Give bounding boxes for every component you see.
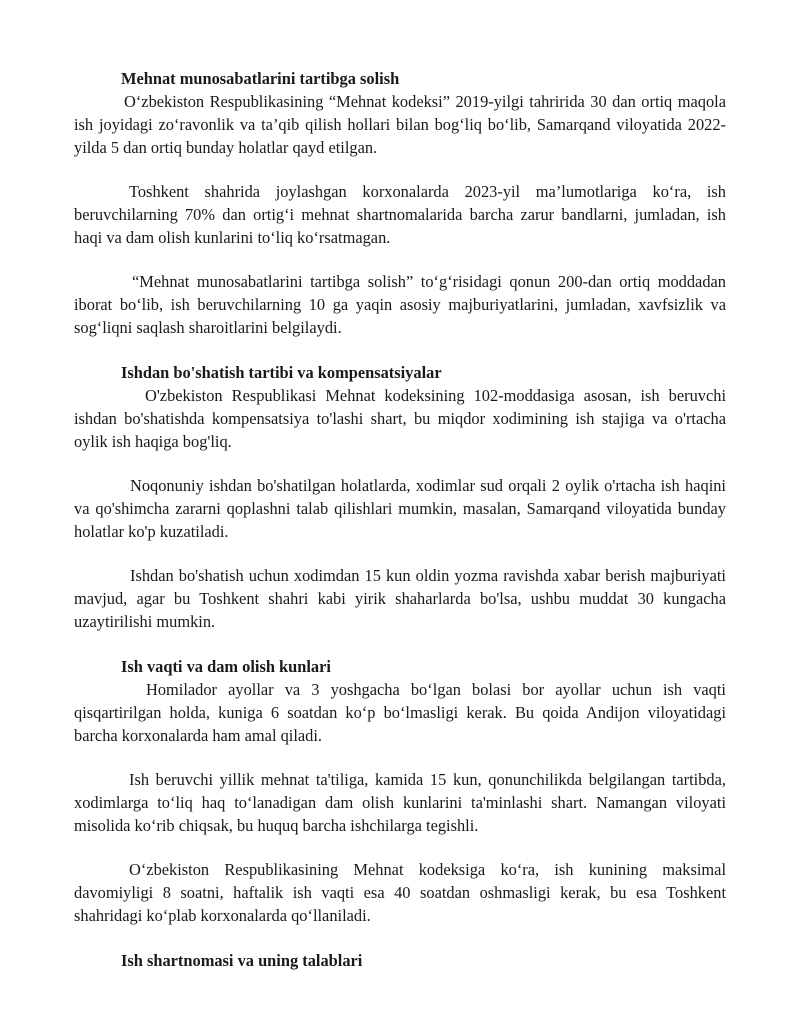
paragraph: Noqonuniy ishdan bo'shatilgan holatlarda, xodimlar sud orqali 2 oylik o'rtacha ish haqini va qo'shimcha zararni qoplashni talab qilishlari mumkin, masalan, Samarqand viloyatida bunday holatlar ko'p kuzatiladi.: [74, 476, 726, 541]
paragraph: O'zbekiston Respublikasi Mehnat kodeksining 102-moddasiga asosan, ish beruvchi ishdan bo'shatishda kompensatsiya to'lashi shart, bu miqdor xodimining ish stajiga va o'rtacha oylik ish haqiga bog'liq.: [74, 386, 726, 451]
paragraph: Homilador ayollar va 3 yoshgacha bo‘lgan bolasi bor ayollar uchun ish vaqti qisqartirilgan holda, kuniga 6 soatdan ko‘p bo‘lmasligi kerak. Bu qoida Andijon viloyatidagi barcha korxonalarda ham amal qiladi.: [74, 680, 726, 745]
paragraph: “Mehnat munosabatlarini tartibga solish” to‘g‘risidagi qonun 200-dan ortiq moddadan iborat bo‘lib, ish beruvchilarning 10 ga yaqin asosiy majburiyatlarini, jumladan, xavfsizlik va sog‘liqni saqlash sharoitlarini belgilaydi.: [74, 272, 726, 337]
section-heading: Ishdan bo'shatish tartibi va kompensatsiyalar: [121, 363, 442, 382]
section-heading: Ish shartnomasi va uning talablari: [121, 951, 363, 970]
paragraph: Ishdan bo'shatish uchun xodimdan 15 kun oldin yozma ravishda xabar berish majburiyati mavjud, agar bu Toshkent shahri kabi yirik shaharlarda bo'lsa, ushbu muddat 30 kungacha uzaytirilishi mumkin.: [74, 566, 726, 631]
paragraph: O‘zbekiston Respublikasining Mehnat kodeksiga ko‘ra, ish kunining maksimal davomiyligi 8 soatni, haftalik ish vaqti esa 40 soatdan oshmasligi kerak, bu esa Toshkent shahridagi ko‘plab korxonalarda qo‘llaniladi.: [74, 860, 726, 925]
section-heading: Ish vaqti va dam olish kunlari: [121, 657, 331, 676]
paragraph: O‘zbekiston Respublikasining “Mehnat kodeksi” 2019-yilgi tahririda 30 dan ortiq maqola ish joyidagi zo‘ravonlik va ta’qib qilish hollari bilan bog‘liq bo‘lib, Samarqand viloyatida 2022-yilda 5 dan ortiq bunday holatlar qayd etilgan.: [74, 92, 726, 157]
paragraph: Ish beruvchi yillik mehnat ta'tiliga, kamida 15 kun, qonunchilikda belgilangan tartibda, xodimlarga to‘liq haq to‘lanadigan dam olish kunlarini ta'minlashi shart. Namangan viloyati misolida ko‘rib chiqsak, bu huquq barcha ishchilarga tegishli.: [74, 770, 726, 835]
section-heading: Mehnat munosabatlarini tartibga solish: [121, 69, 400, 88]
document-page: [74, 67, 726, 972]
paragraph: Toshkent shahrida joylashgan korxonalarda 2023-yil ma’lumotlariga ko‘ra, ish beruvchilarning 70% dan ortig‘i mehnat shartnomalarida barcha zarur bandlarni, jumladan, ish haqi va dam olish kunlarini to‘liq ko‘rsatmagan.: [74, 182, 726, 247]
